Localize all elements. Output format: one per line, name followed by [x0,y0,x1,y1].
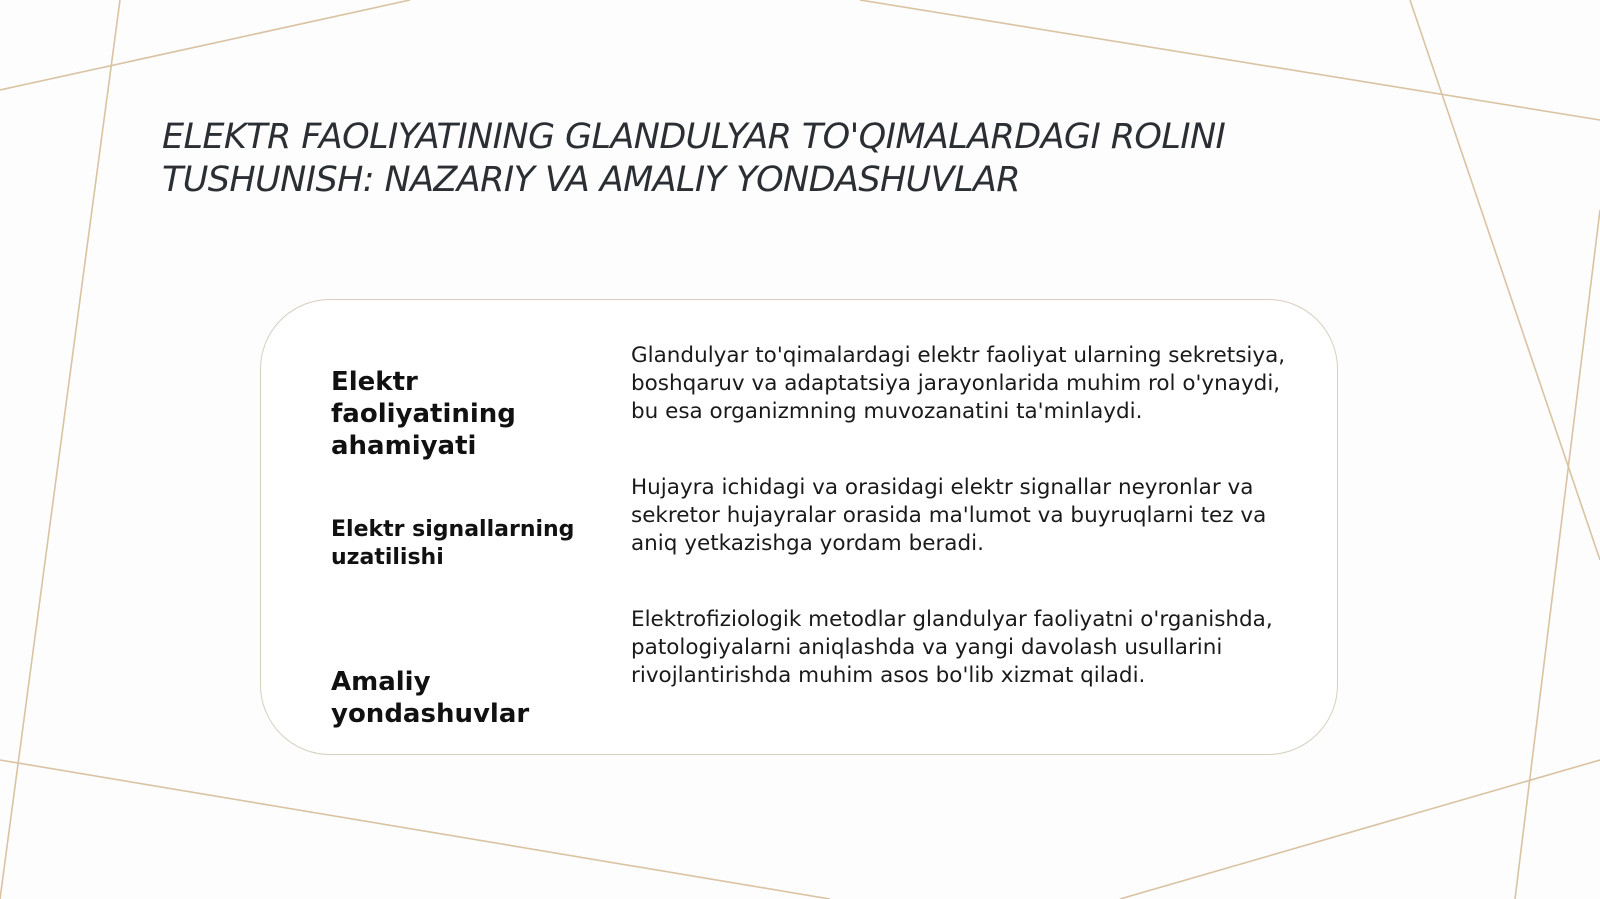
slide-title: ELEKTR FAOLIYATINING GLANDULYAR TO'QIMALARDAGI ROLINI TUSHUNISH: NAZARIY VA AMALIY YONDASHUVLAR [162,117,1226,200]
row-text-signal-transmission: Hujayra ichidagi va orasidagi elektr signallar neyronlar va sekretor hujayralar orasida ma'lumot va buyruqlarni tez va aniq yetkazishga yordam beradi. [631,475,1267,556]
deco-line [1515,210,1600,899]
deco-line [0,760,830,899]
deco-line [0,0,410,90]
row-label-significance: Elektr faoliyatining ahamiyati [331,367,516,461]
deco-line [860,0,1600,120]
deco-line [0,0,120,899]
deco-line [1410,0,1600,560]
deco-line [1120,760,1600,899]
row-label-signal-transmission: Elektr signallarning uzatilishi [331,517,575,570]
row-label-practical-approaches: Amaliy yondashuvlar [331,667,530,729]
row-text-significance: Glandulyar to'qimalardagi elektr faoliyat ularning sekretsiya, boshqaruv va adaptatsiya jarayonlarida muhim rol o'ynaydi, bu esa organizmning muvozanatini ta'minlaydi. [631,343,1286,424]
row-text-practical-approaches: Elektrofiziologik metodlar glandulyar faoliyatni o'rganishda, patologiyalarni aniqlashda va yangi davolash usullarini rivojlantirishda muhim asos bo'lib xizmat qiladi. [631,607,1273,688]
